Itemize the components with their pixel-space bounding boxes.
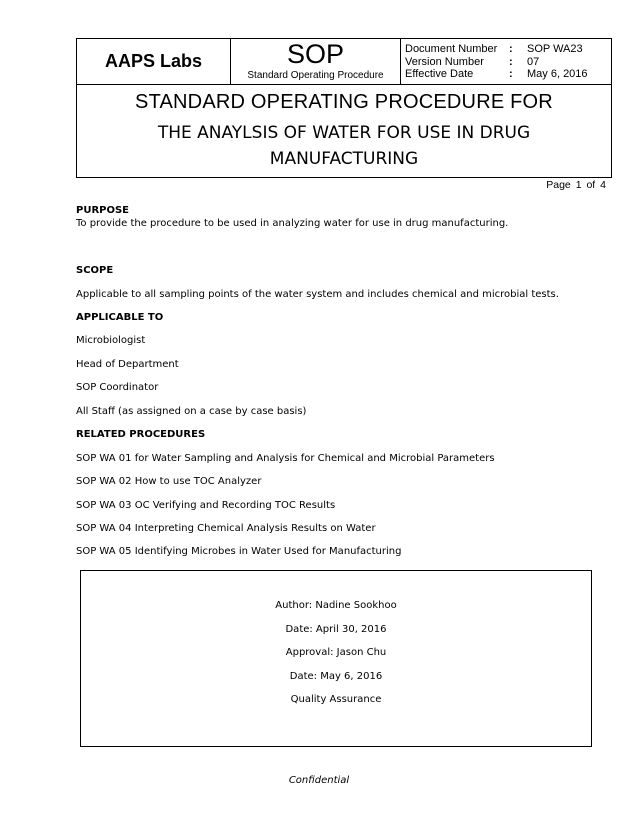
- meta-row-version-number: [401, 56, 611, 69]
- related-item: SOP WA 05 Identifying Microbes in Water Used for Manufacturing: [76, 546, 402, 557]
- sop-label: SOP: [286, 39, 345, 69]
- document-title: [77, 89, 611, 172]
- related-heading: RELATED PROCEDURES: [76, 429, 206, 440]
- meta-key: Effective Date: [405, 68, 474, 80]
- signoff-author-date: Date: April 30, 2016: [285, 624, 387, 635]
- page-label: Page: [546, 179, 571, 191]
- title-line-3: MANUFACTURING: [269, 149, 419, 169]
- purpose-text: To provide the procedure to be used in analyzing water for use in drug manufacturing.: [76, 218, 509, 229]
- purpose-heading: PURPOSE: [76, 205, 130, 216]
- meta-value: May 6, 2016: [527, 68, 588, 80]
- sop-cell: [231, 39, 401, 84]
- signoff-approval-date: Date: May 6, 2016: [289, 671, 383, 682]
- related-item: SOP WA 03 OC Verifying and Recording TOC Results: [76, 500, 336, 511]
- page-number: [546, 179, 606, 191]
- header-top-row: [77, 39, 611, 85]
- signoff-box: [80, 570, 592, 747]
- applicable-item: Head of Department: [76, 359, 179, 370]
- document-header: [76, 38, 612, 178]
- meta-colon: :: [509, 68, 513, 80]
- page-of: of: [586, 179, 596, 191]
- scope-text: Applicable to all sampling points of the water system and includes chemical and microbial tests.: [76, 289, 559, 300]
- applicable-item: All Staff (as assigned on a case by case basis): [76, 406, 307, 417]
- signoff-author: Author: Nadine Sookhoo: [275, 600, 397, 611]
- meta-row-effective-date: [401, 68, 611, 81]
- title-line-1: STANDARD OPERATING PROCEDURE FOR: [135, 91, 553, 113]
- meta-colon: :: [509, 55, 513, 68]
- related-item: SOP WA 01 for Water Sampling and Analysis for Chemical and Microbial Parameters: [76, 453, 495, 464]
- signoff-approval: Approval: Jason Chu: [285, 647, 387, 658]
- page-total: 4: [600, 179, 606, 191]
- related-item: SOP WA 04 Interpreting Chemical Analysis Results on Water: [76, 523, 376, 534]
- meta-row-document-number: [401, 43, 611, 56]
- page-current: 1: [575, 179, 582, 191]
- applicable-heading: APPLICABLE TO: [76, 312, 164, 323]
- document-meta: [401, 43, 611, 81]
- applicable-item: SOP Coordinator: [76, 382, 159, 393]
- meta-key: Document Number: [405, 43, 498, 55]
- related-item: SOP WA 02 How to use TOC Analyzer: [76, 476, 262, 487]
- signoff-department: Quality Assurance: [290, 694, 382, 705]
- sop-subtitle: Standard Operating Procedure: [247, 70, 384, 81]
- footer-confidential: Confidential: [288, 775, 350, 786]
- meta-colon: :: [509, 43, 513, 55]
- company-name: AAPS Labs: [77, 39, 231, 84]
- title-line-2: THE ANAYLSIS OF WATER FOR USE IN DRUG: [157, 123, 531, 143]
- applicable-item: Microbiologist: [76, 335, 146, 346]
- meta-key: Version Number: [405, 55, 484, 68]
- scope-heading: SCOPE: [76, 265, 114, 276]
- meta-value: SOP WA23: [527, 43, 583, 55]
- meta-value: 07: [527, 55, 540, 68]
